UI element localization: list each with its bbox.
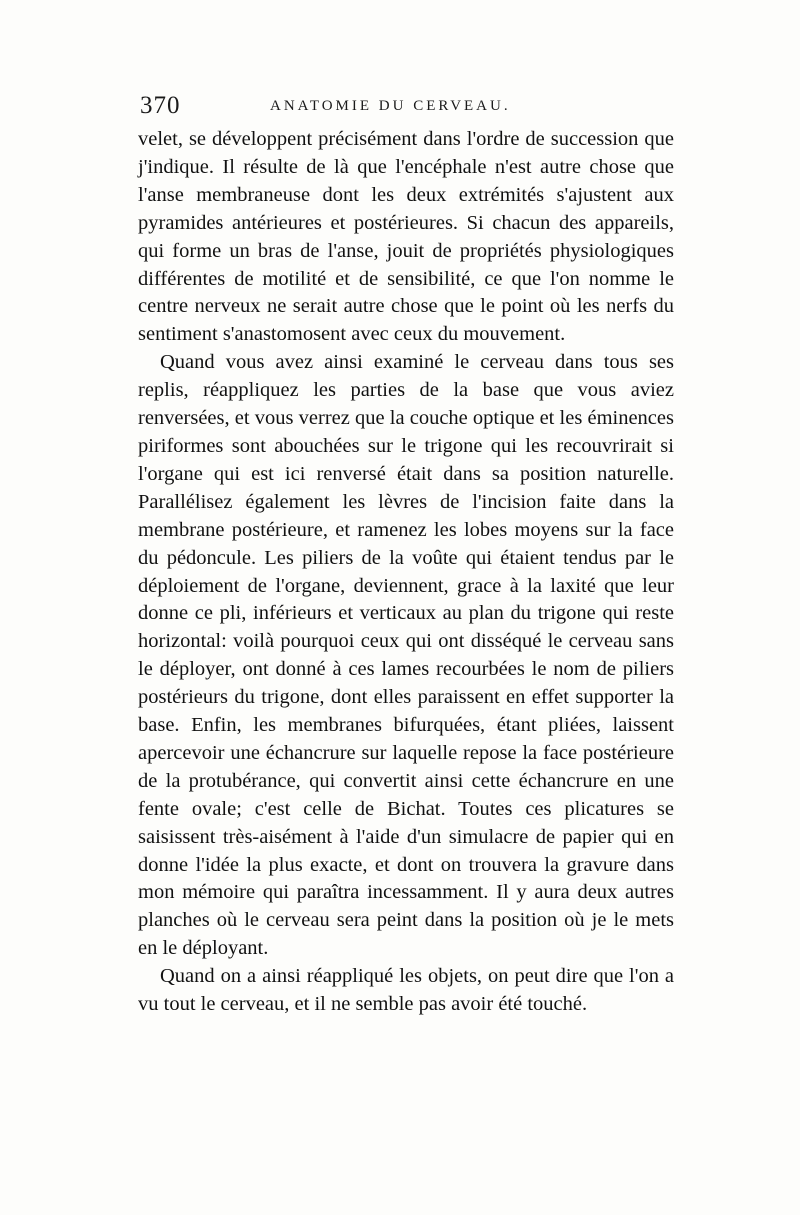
page-header — [140, 92, 670, 122]
paragraph: Quand on a ainsi réappliqué les objets, on peut dire que l'on a vu tout le cerveau, et il ne semble pas avoir été touché. — [138, 965, 674, 1016]
body-text — [138, 126, 674, 1019]
paragraph-continuation: velet, se développent précisément dans l'ordre de succession que j'indique. Il résulte de là que l'encéphale n'est autre chose que l'anse membraneuse dont les deux extrémités s'ajustent aux pyramides antérieures et postérieures. Si chacun des appareils, qui forme un bras de l'anse, jouit de propriétés physiologiques différentes de motilité et de sensibilité, ce que l'on nomme le centre nerveux ne serait autre chose que le point où les nerfs du sentiment s'anastomosent avec ceux du mouvement. — [138, 128, 674, 346]
paragraph: Quand vous avez ainsi examiné le cerveau dans tous ses replis, réappliquez les parties de la base que vous aviez renversées, et vous verrez que la couche optique et les éminences piriformes sont abouchées sur le trigone qui les recouvrirait si l'organe qui est ici renversé était dans sa position naturelle. Parallélisez également les lèvres de l'incision faite dans la membrane postérieure, et ramenez les lobes moyens sur la face du pédoncule. Les piliers de la voûte qui étaient tendus par le déploiement de l'organe, deviennent, grace à la laxité que leur donne ce pli, inférieurs et verticaux au plan du trigone qui reste horizontal: voilà pourquoi ceux qui ont disséqué le cerveau sans le déployer, ont donné à ces lames recourbées le nom de piliers postérieurs du trigone, dont elles paraissent en effet supporter la base. Enfin, les membranes bifurquées, étant pliées, laissent apercevoir une échancrure sur laquelle repose la face postérieure de la protubérance, qui convertit ainsi cette échancrure en une fente ovale; c'est celle de Bichat. Toutes ces plicatures se saisissent très-aisément à l'aide d'un simulacre de papier qui en donne l'idée la plus exacte, et dont on trouvera la gravure dans mon mémoire qui paraîtra incessamment. Il y aura deux autres planches où le cerveau sera peint dans la position où je le mets en le déployant. — [138, 351, 674, 960]
page-number: 370 — [140, 92, 181, 119]
running-head: ANATOMIE DU CERVEAU. — [270, 98, 511, 114]
